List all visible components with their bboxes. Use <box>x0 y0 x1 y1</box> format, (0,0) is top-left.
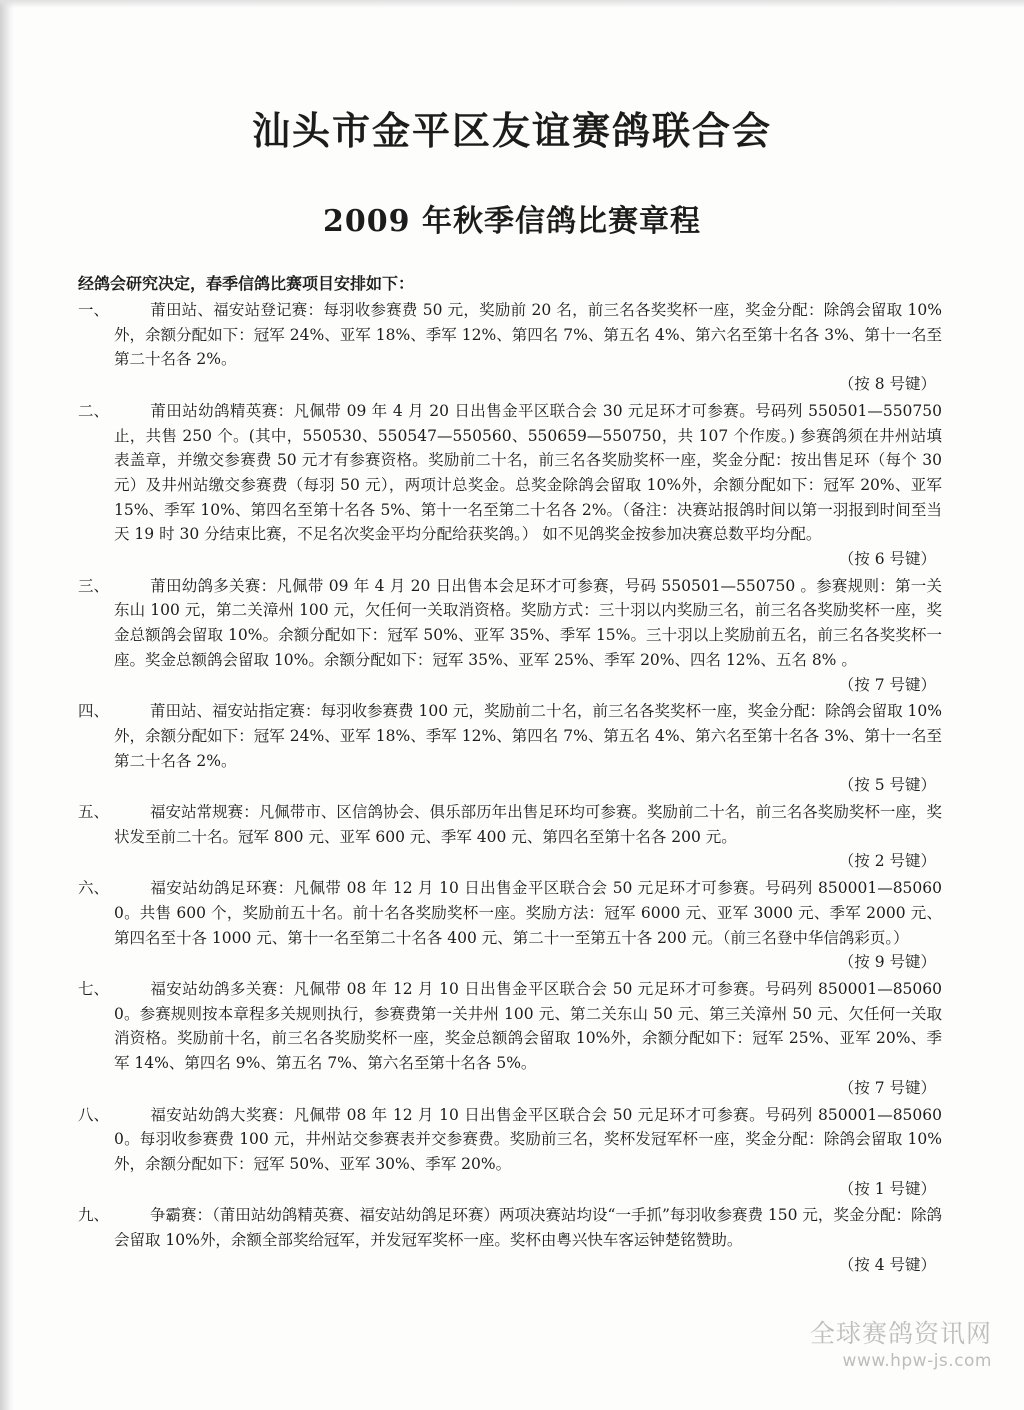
rule-item <box>78 1103 942 1202</box>
rule-number: 一、 <box>78 301 110 319</box>
rule-number: 四、 <box>78 702 110 721</box>
rule-text: 福安站常规赛：凡佩带市、区信鸽协会、俱乐部历年出售足环均可参赛。奖励前二十名，前三名各奖励奖杯一座，奖状发至前二十名。冠军 800 元、亚军 600 元、季军 400 元、第四名至第十名各 200 元。 <box>114 803 942 846</box>
rule-number: 五、 <box>78 803 110 822</box>
rule-item-text-block <box>78 1103 942 1177</box>
rule-item-text-block <box>78 399 942 547</box>
watermark-url: www.hpw-js.com <box>842 1351 992 1371</box>
rule-text: 福安站幼鸽大奖赛：凡佩带 08 年 12 月 10 日出售金平区联合会 50 元足环才可参赛。号码列 850001—850600。每羽收参赛费 100 元，井州站交参赛表并交参赛费。奖励前三名，奖杯发冠军杯一座，奖金分配：除鸽会留取 10%外，余额分配如下：冠军 50%、亚军 30%、季军 20%。 <box>114 1105 942 1173</box>
rule-item-text-block <box>78 876 942 950</box>
rule-item <box>78 1203 942 1277</box>
rule-text: 莆田站幼鸽精英赛：凡佩带 09 年 4 月 20 日出售金平区联合会 30 元足环才可参赛。号码列 550501—550750 止，共售 250 个。(其中，550530、550547—550560、550659—550750，共 107 个作废。) 参赛鸽须在井州站填表盖章，并缴交参赛费 50 元才有参赛资格。奖励前二十名，前三名各奖励奖杯一座，奖金分配：按出售足环（每个 30 元）及井州站缴交参赛费（每羽 50 元），两项计总奖金。总奖金除鸽会留取 10%外，余额分配如下：冠军 20%、亚军 15%、季军 10%、第四名至第十名各 5%、第十一名至第二十名各 2%。（备注：决赛站报鸽时间以第一羽报到时间至当天 19 时 30 分结束比赛，不足名次奖金平均分配给获奖鸽。） 如不见鸽奖金按参加决赛总数平均分配。 <box>114 401 942 544</box>
rule-item-text-block <box>78 699 942 773</box>
rule-text: 莆田站、福安站指定赛：每羽收参赛费 100 元，奖励前二十名，前三名各奖奖杯一座，奖金分配：除鸽会留取 10%外，余额分配如下：冠军 24%、亚军 18%、季军 12%、第四名 7%、第五名 4%、第六名至第十名各 3%、第十一名至第二十名各 2%。 <box>114 702 942 770</box>
rule-number: 三、 <box>78 576 110 595</box>
rule-key-note: （按 4 号键） <box>838 1255 936 1274</box>
rule-number: 七、 <box>78 979 110 998</box>
rule-item <box>78 876 942 975</box>
rule-number: 六、 <box>78 879 110 898</box>
rule-key-note: （按 7 号键） <box>838 1078 936 1097</box>
rule-item-text-block <box>78 800 942 849</box>
rule-key-note: （按 1 号键） <box>838 1179 936 1198</box>
rule-item-text-block <box>78 574 942 673</box>
watermark <box>782 1318 992 1372</box>
rule-number: 二、 <box>78 401 110 420</box>
rules-list <box>78 298 942 1279</box>
rule-item-text-block <box>78 977 942 1076</box>
rule-key-note: （按 5 号键） <box>838 776 936 795</box>
rule-text: 福安站幼鸽多关赛：凡佩带 08 年 12 月 10 日出售金平区联合会 50 元足环才可参赛。号码列 850001—850600。参赛规则按本章程多关规则执行，参赛费第一关井州 100 元、第二关东山 50 元、第三关漳州 50 元、欠任何一关取消资格。奖励前十名，前三名各奖励奖杯一座，奖金总额鸽会留取 10%外，余额分配如下：冠军 25%、亚军 20%、季军 14%、第四名 9%、第五名 7%、第六名至第十名各 5%。 <box>114 979 942 1073</box>
rule-key-note: （按 6 号键） <box>838 550 936 569</box>
rule-text: 莆田站、福安站登记赛：每羽收参赛费 50 元，奖励前 20 名，前三名各奖奖杯一座，奖金分配：除鸽会留取 10%外，余额分配如下：冠军 24%、亚军 18%、季军 12%、第四名 7%、第五名 4%、第六名至第十名各 3%、第十一名至第二十名各 2%。 <box>114 301 942 369</box>
rule-key-note: （按 8 号键） <box>838 375 936 394</box>
rule-key-note: （按 7 号键） <box>838 675 936 694</box>
rule-number: 九、 <box>78 1206 110 1225</box>
rule-item <box>78 977 942 1101</box>
intro-text: 经鸽会研究决定，春季信鸽比赛项目安排如下： <box>78 274 415 293</box>
rule-item <box>78 574 942 698</box>
rule-key-note: （按 9 号键） <box>838 953 936 972</box>
rule-item <box>78 699 942 798</box>
rule-item <box>78 800 942 874</box>
rule-text: 争霸赛：（莆田站幼鸽精英赛、福安站幼鸽足环赛）两项决赛站均设“一手抓”每羽收参赛费 150 元，奖金分配：除鸽会留取 10%外，余额全部奖给冠军，并发冠军奖杯一座。奖杯由粤兴快车客运钟楚铭赞助。 <box>114 1206 942 1250</box>
scan-top-shadow <box>0 0 1024 8</box>
rule-item <box>78 298 942 397</box>
rule-key-note: （按 2 号键） <box>838 852 936 871</box>
document-title: 汕头市金平区友谊赛鸽联合会 <box>251 108 772 153</box>
rule-text: 莆田幼鸽多关赛：凡佩带 09 年 4 月 20 日出售本会足环才可参赛，号码 550501—550750 。参赛规则：第一关东山 100 元，第二关漳州 100 元，欠任何一关取消资格。奖励方式：三十羽以内奖励三名，前三名各奖励奖杯一座，奖金总额鸽会留取 10%。余额分配如下：冠军 50%、亚军 35%、季军 15%。三十羽以上奖励前五名，前三名各奖奖杯一座。奖金总额鸽会留取 10%。余额分配如下：冠军 35%、亚军 25%、季军 20%、四名 12%、五名 8% 。 <box>114 576 942 669</box>
document-subtitle: 2009 年秋季信鸽比赛章程 <box>323 204 701 239</box>
watermark-name: 全球赛鸽资讯网 <box>809 1319 992 1348</box>
rule-text: 福安站幼鸽足环赛：凡佩带 08 年 12 月 10 日出售金平区联合会 50 元足环才可参赛。号码列 850001—850600。共售 600 个，奖励前五十名。前十名各奖励奖杯一座。奖励方法：冠军 6000 元、亚军 3000 元、季军 2000 元、第四名至十各 1000 元、第十一名至第二十名各 400 元、第二十一至第五十各 200 元。（前三名登中华信鸽彩页。） <box>114 879 942 947</box>
rule-item <box>78 399 942 572</box>
rule-item-text-block <box>78 298 942 372</box>
rule-number: 八、 <box>78 1105 110 1124</box>
rule-item-text-block <box>78 1203 942 1252</box>
